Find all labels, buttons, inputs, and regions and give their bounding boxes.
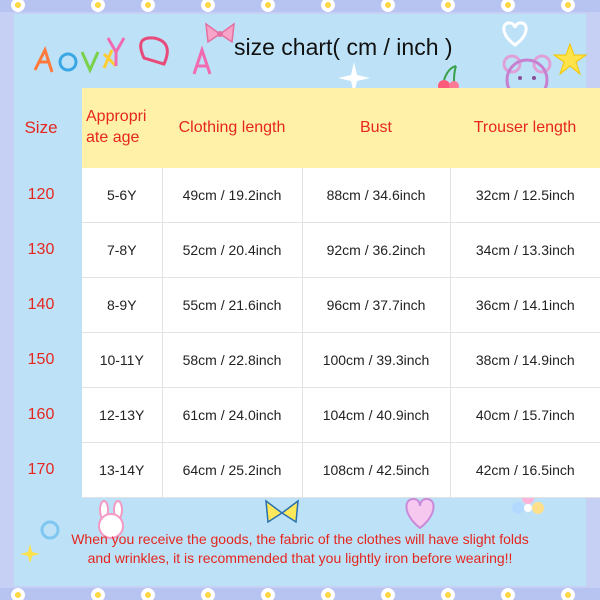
clothing-length-cell: 64cm / 25.2inch bbox=[162, 443, 302, 498]
age-cell: 13-14Y bbox=[82, 443, 162, 498]
heart-icon bbox=[498, 18, 532, 48]
flower-icon bbox=[140, 587, 156, 600]
header-age bbox=[82, 88, 162, 168]
age-cell: 10-11Y bbox=[82, 333, 162, 388]
size-cell: 170 bbox=[27, 461, 55, 478]
bust-cell: 92cm / 36.2inch bbox=[302, 223, 450, 278]
header-age-line1: Appropri bbox=[86, 108, 147, 126]
flower-icon bbox=[200, 587, 216, 600]
trouser-length-cell: 34cm / 13.3inch bbox=[450, 223, 600, 278]
flower-icon bbox=[90, 587, 106, 600]
size-table-container bbox=[0, 88, 600, 498]
butterfly-icon bbox=[262, 496, 302, 530]
header-age-line2: ate age bbox=[86, 129, 140, 146]
clothing-length-cell: 61cm / 24.0inch bbox=[162, 388, 302, 443]
size-cell: 130 bbox=[27, 241, 55, 258]
table-header-row bbox=[0, 88, 600, 168]
clothing-length-cell: 49cm / 19.2inch bbox=[162, 168, 302, 223]
flower-icon bbox=[380, 0, 396, 13]
age-cell: 12-13Y bbox=[82, 388, 162, 443]
table-row bbox=[0, 168, 600, 223]
header-clothing-length: Clothing length bbox=[162, 88, 302, 168]
flower-icon bbox=[260, 0, 276, 13]
flower-icon bbox=[500, 0, 516, 13]
size-cell: 160 bbox=[27, 406, 55, 423]
care-note-line1: When you receive the goods, the fabric of the clothes will have slight folds bbox=[71, 531, 529, 547]
trouser-length-cell: 40cm / 15.7inch bbox=[450, 388, 600, 443]
table-row bbox=[0, 388, 600, 443]
flower-icon bbox=[10, 587, 26, 600]
trouser-length-cell: 32cm / 12.5inch bbox=[450, 168, 600, 223]
care-note bbox=[0, 530, 600, 568]
flower-icon bbox=[380, 587, 396, 600]
trouser-length-cell: 42cm / 16.5inch bbox=[450, 443, 600, 498]
flower-icon bbox=[260, 587, 276, 600]
flower-icon bbox=[560, 587, 576, 600]
table-row bbox=[0, 278, 600, 333]
trouser-length-cell: 38cm / 14.9inch bbox=[450, 333, 600, 388]
table-row bbox=[0, 333, 600, 388]
bust-cell: 108cm / 42.5inch bbox=[302, 443, 450, 498]
flower-icon bbox=[200, 0, 216, 13]
header-trouser-length: Trouser length bbox=[450, 88, 600, 168]
trouser-length-cell: 36cm / 14.1inch bbox=[450, 278, 600, 333]
flower-icon bbox=[440, 0, 456, 13]
table-row bbox=[0, 223, 600, 278]
size-cell: 150 bbox=[27, 351, 55, 368]
page-title: size chart( cm / inch ) bbox=[234, 34, 453, 60]
clothing-length-cell: 58cm / 22.8inch bbox=[162, 333, 302, 388]
header-bust: Bust bbox=[302, 88, 450, 168]
flower-icon bbox=[90, 0, 106, 13]
flower-icon bbox=[320, 587, 336, 600]
size-cell: 120 bbox=[27, 186, 55, 204]
flower-icon bbox=[10, 0, 26, 13]
heart-doodle-icon bbox=[398, 492, 442, 532]
header-size: Size bbox=[24, 117, 58, 137]
clothing-length-cell: 52cm / 20.4inch bbox=[162, 223, 302, 278]
flower-icon bbox=[500, 587, 516, 600]
bust-cell: 96cm / 37.7inch bbox=[302, 278, 450, 333]
care-note-line2: and wrinkles, it is recommended that you lightly iron before wearing!! bbox=[87, 550, 513, 566]
flower-icon bbox=[140, 0, 156, 13]
table-row bbox=[0, 443, 600, 498]
age-cell: 7-8Y bbox=[82, 223, 162, 278]
bust-cell: 88cm / 34.6inch bbox=[302, 168, 450, 223]
flower-icon bbox=[440, 587, 456, 600]
flower-icon bbox=[320, 0, 336, 13]
size-cell: 140 bbox=[27, 296, 55, 313]
age-cell: 5-6Y bbox=[82, 168, 162, 223]
flower-icon bbox=[560, 0, 576, 13]
star-icon bbox=[552, 42, 588, 78]
clothing-length-cell: 55cm / 21.6inch bbox=[162, 278, 302, 333]
age-cell: 8-9Y bbox=[82, 278, 162, 333]
size-table bbox=[0, 88, 600, 498]
bust-cell: 104cm / 40.9inch bbox=[302, 388, 450, 443]
bust-cell: 100cm / 39.3inch bbox=[302, 333, 450, 388]
